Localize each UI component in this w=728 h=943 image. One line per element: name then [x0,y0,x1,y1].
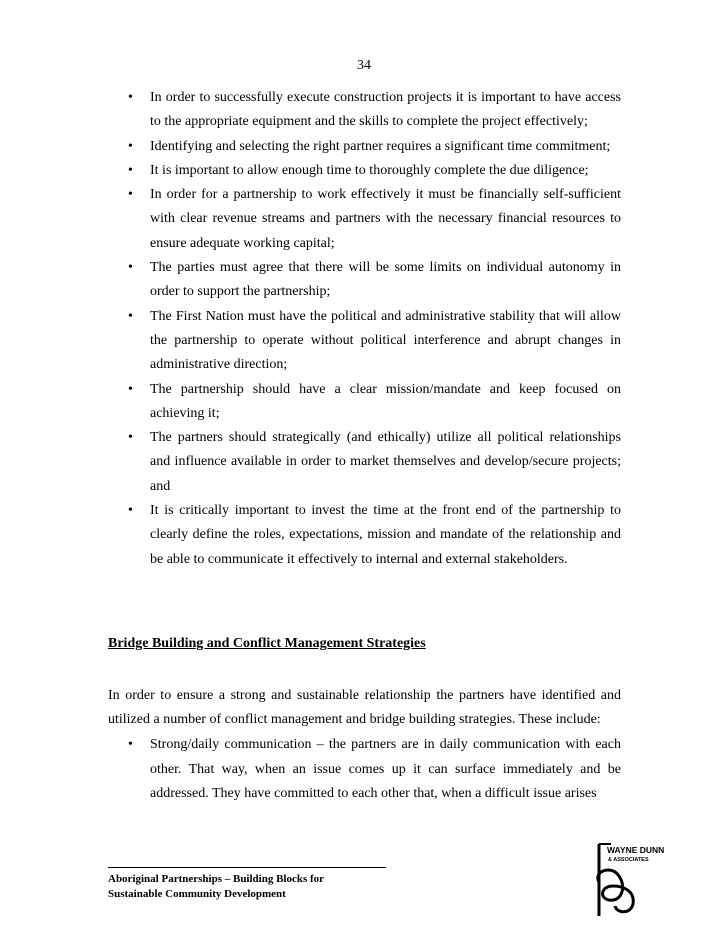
list-item: • In order to successfully execute construction projects it is important to have access to the appropriate equipment and the skills to complete the project effectively; [108,86,621,135]
bullet-list [108,86,621,572]
list-item: • It is important to allow enough time to thoroughly complete the due diligence; [108,159,621,183]
list-item: • The partners should strategically (and ethically) utilize all political relationships and influence available in order to market themselves and develop/secure projects; and [108,426,621,499]
page-number: 34 [357,58,371,73]
list-item: • It is critically important to invest the time at the front end of the partnership to clearly define the roles, expectations, mission and mandate of the relationship and be able to communicate it effectively to internal and external stakeholders. [108,499,621,572]
list-item: • The First Nation must have the political and administrative stability that will allow the partnership to operate without political interference and abrupt changes in administrative direction; [108,305,621,378]
intro-paragraph: In order to ensure a strong and sustainable relationship the partners have identified and utilized a number of conflict management and bridge building strategies. These include: [108,688,621,728]
list-item: • The parties must agree that there will be some limits on individual autonomy in order to support the partnership; [108,256,621,305]
bullet-icon: • [128,430,133,446]
footer-line-1: Aboriginal Partnerships – Building Blocks for [108,873,325,885]
list-item: • In order for a partnership to work effectively it must be financially self-sufficient with clear revenue streams and partners with the necessary financial resources to ensure adequate working capital; [108,183,621,256]
bullet-icon: • [128,162,133,178]
bullet-icon: • [128,260,133,276]
bullet-icon: • [128,308,133,324]
strategy-list [108,733,621,807]
bullet-icon: • [128,187,133,203]
list-item: • The partnership should have a clear mission/mandate and keep focused on achieving it; [108,378,621,427]
bullet-icon: • [128,737,133,752]
logo-name: WAYNE DUNN [607,845,665,855]
bullet-icon: • [128,503,133,519]
list-item: • Strong/daily communication – the partners are in daily communication with each other. That way, when an issue comes up it can surface immediately and be addressed. They have committed to each other that, when a difficult issue arises [108,733,621,807]
bullet-icon: • [128,381,133,397]
footer-title [108,872,324,902]
logo-sub: & ASSOCIATES [608,857,649,863]
footer-divider [108,867,386,868]
bullet-icon: • [128,138,133,154]
section-heading: Bridge Building and Conflict Management Strategies [108,636,426,651]
footer-line-2: Sustainable Community Development [108,888,286,900]
list-item: • Identifying and selecting the right partner requires a significant time commitment; [108,135,621,159]
bullet-icon: • [128,90,133,105]
wayne-dunn-logo [591,842,681,918]
